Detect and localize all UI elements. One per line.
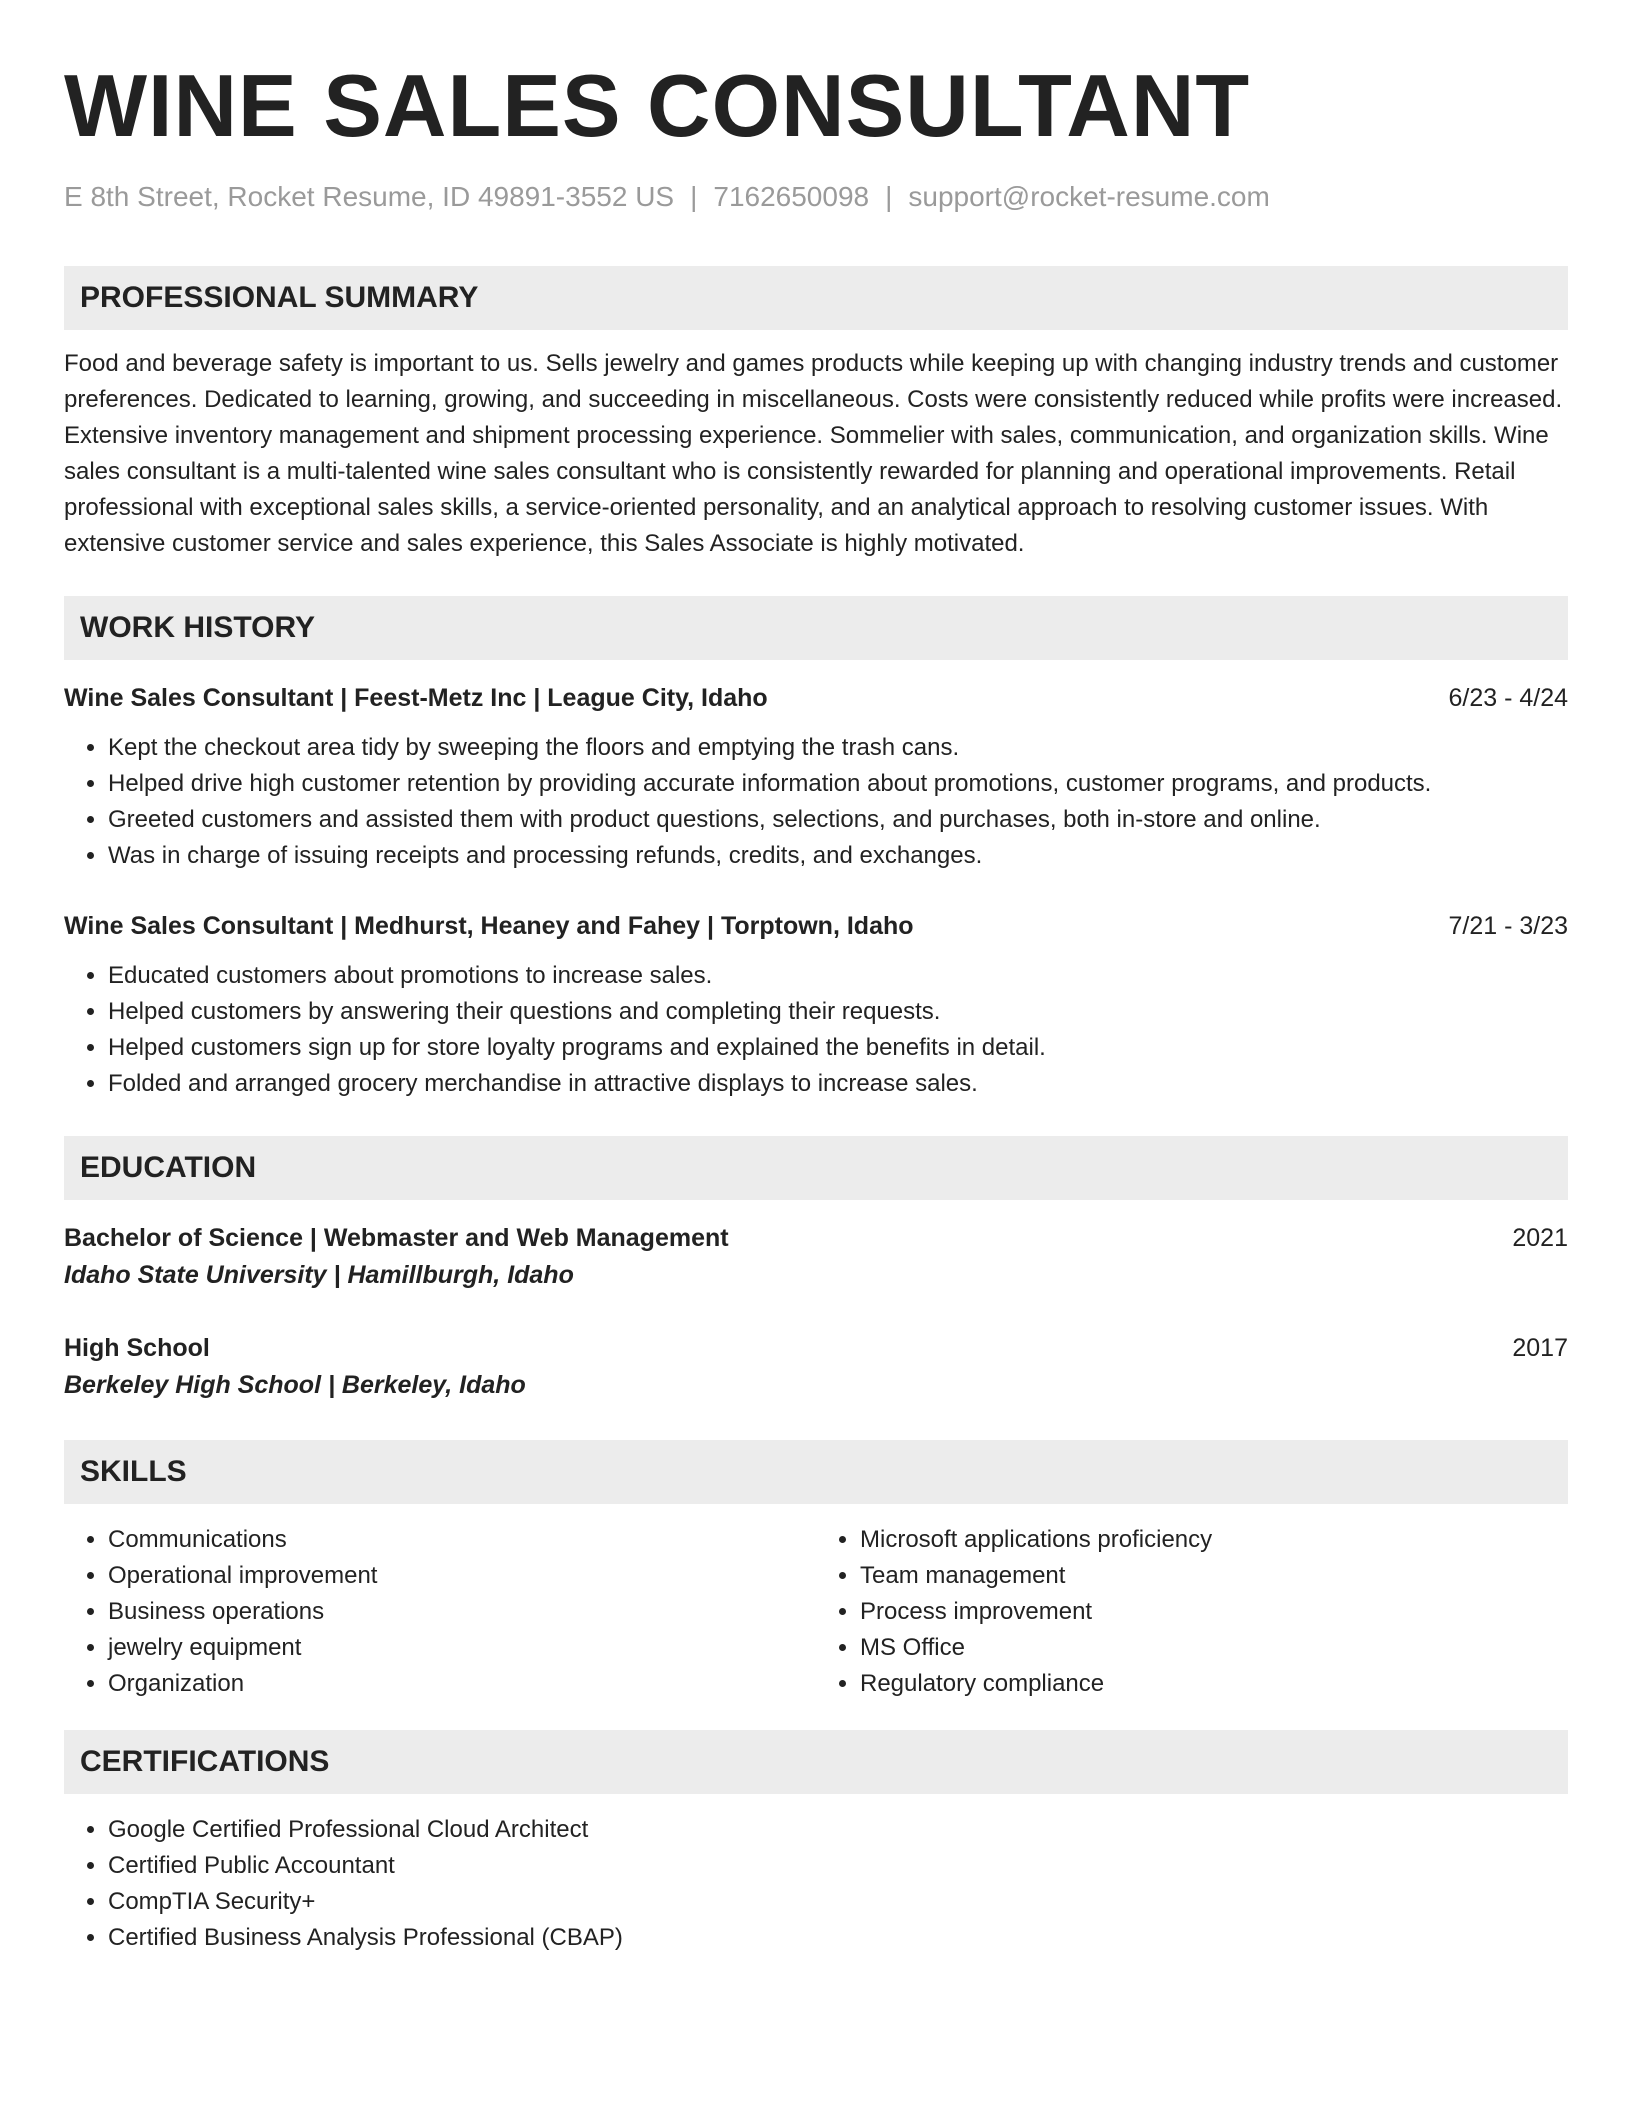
list-item: • Kept the checkout area tidy by sweeping the floors and emptying the trash cans. bbox=[108, 730, 1568, 766]
section-heading-work-history: WORK HISTORY bbox=[64, 596, 1568, 660]
job-bullets bbox=[64, 730, 1568, 874]
education-header bbox=[64, 1220, 1568, 1256]
section-heading-education: EDUCATION bbox=[64, 1136, 1568, 1200]
candidate-name: WINE SALES CONSULTANT bbox=[64, 56, 1251, 155]
job-header bbox=[64, 908, 1568, 944]
job-title: Wine Sales Consultant | Feest-Metz Inc | League City, Idaho bbox=[64, 684, 768, 712]
contact-phone: 7162650098 bbox=[713, 181, 870, 212]
education-year: 2017 bbox=[1512, 1334, 1568, 1362]
section-heading-skills: SKILLS bbox=[64, 1440, 1568, 1504]
section-heading-summary: PROFESSIONAL SUMMARY bbox=[64, 266, 1568, 330]
certifications-list bbox=[64, 1812, 1568, 1956]
list-item: • Helped drive high customer retention by providing accurate information about promotions, customer programs, and products. bbox=[108, 766, 1568, 802]
certifications-block bbox=[64, 1812, 1568, 1956]
list-item: • Educated customers about promotions to increase sales. bbox=[108, 958, 1568, 994]
contact-address: E 8th Street, Rocket Resume, ID 49891-3552 US bbox=[64, 181, 675, 212]
list-item: • Regulatory compliance bbox=[860, 1666, 1568, 1702]
list-item: • Folded and arranged grocery merchandise in attractive displays to increase sales. bbox=[108, 1066, 1568, 1102]
list-item: • Communications bbox=[108, 1522, 816, 1558]
education-year: 2021 bbox=[1512, 1224, 1568, 1252]
education-entry bbox=[64, 1330, 1568, 1404]
job-dates: 6/23 - 4/24 bbox=[1448, 684, 1568, 712]
contact-separator: | bbox=[690, 181, 698, 212]
contact-line bbox=[64, 178, 1568, 216]
list-item: • Helped customers by answering their questions and completing their requests. bbox=[108, 994, 1568, 1030]
list-item: • Team management bbox=[860, 1558, 1568, 1594]
list-item: • CompTIA Security+ bbox=[108, 1884, 1568, 1920]
list-item: • Google Certified Professional Cloud Architect bbox=[108, 1812, 1568, 1848]
skills-list-left bbox=[64, 1522, 816, 1702]
education-degree: High School bbox=[64, 1334, 210, 1362]
list-item: • Operational improvement bbox=[108, 1558, 816, 1594]
list-item: • Microsoft applications proficiency bbox=[860, 1522, 1568, 1558]
skills-columns bbox=[64, 1522, 1568, 1702]
education-school: Idaho State University | Hamillburgh, Idaho bbox=[64, 1261, 574, 1289]
list-item: • Greeted customers and assisted them with product questions, selections, and purchases, both in-store and online. bbox=[108, 802, 1568, 838]
summary-text: Food and beverage safety is important to us. Sells jewelry and games products while keeping up with changing industry trends and customer preferences. Dedicated to learning, growing, and succeeding in miscellaneous. Costs were consistently reduced while profits were increased. Extensive inventory management and shipment processing experience. Sommelier with sales, communication, and organization skills. Wine sales consultant is a multi-talented wine sales consultant who is consistently rewarded for planning and operational improvements. Retail professional with exceptional sales skills, a service-oriented personality, and an analytical approach to resolving customer issues. With extensive customer service and sales experience, this Sales Associate is highly motivated. bbox=[64, 350, 1563, 557]
list-item: • Certified Public Accountant bbox=[108, 1848, 1568, 1884]
job-entry bbox=[64, 908, 1568, 1102]
list-item: • Was in charge of issuing receipts and processing refunds, credits, and exchanges. bbox=[108, 838, 1568, 874]
list-item: • Business operations bbox=[108, 1594, 816, 1630]
skills-list-right bbox=[816, 1522, 1568, 1702]
section-heading-certifications: CERTIFICATIONS bbox=[64, 1730, 1568, 1794]
list-item: • Organization bbox=[108, 1666, 816, 1702]
job-dates: 7/21 - 3/23 bbox=[1448, 912, 1568, 940]
education-degree: Bachelor of Science | Webmaster and Web Management bbox=[64, 1224, 729, 1252]
list-item: • Process improvement bbox=[860, 1594, 1568, 1630]
job-title: Wine Sales Consultant | Medhurst, Heaney and Fahey | Torptown, Idaho bbox=[64, 912, 914, 940]
list-item: • Certified Business Analysis Professional (CBAP) bbox=[108, 1920, 1568, 1956]
list-item: • MS Office bbox=[860, 1630, 1568, 1666]
contact-separator: | bbox=[885, 181, 893, 212]
job-header bbox=[64, 680, 1568, 716]
contact-email[interactable]: support@rocket-resume.com bbox=[908, 181, 1270, 212]
list-item: • jewelry equipment bbox=[108, 1630, 816, 1666]
job-entry bbox=[64, 680, 1568, 874]
list-item: • Helped customers sign up for store loyalty programs and explained the benefits in detail. bbox=[108, 1030, 1568, 1066]
education-header bbox=[64, 1330, 1568, 1366]
job-bullets bbox=[64, 958, 1568, 1102]
education-school: Berkeley High School | Berkeley, Idaho bbox=[64, 1371, 526, 1399]
education-entry bbox=[64, 1220, 1568, 1294]
